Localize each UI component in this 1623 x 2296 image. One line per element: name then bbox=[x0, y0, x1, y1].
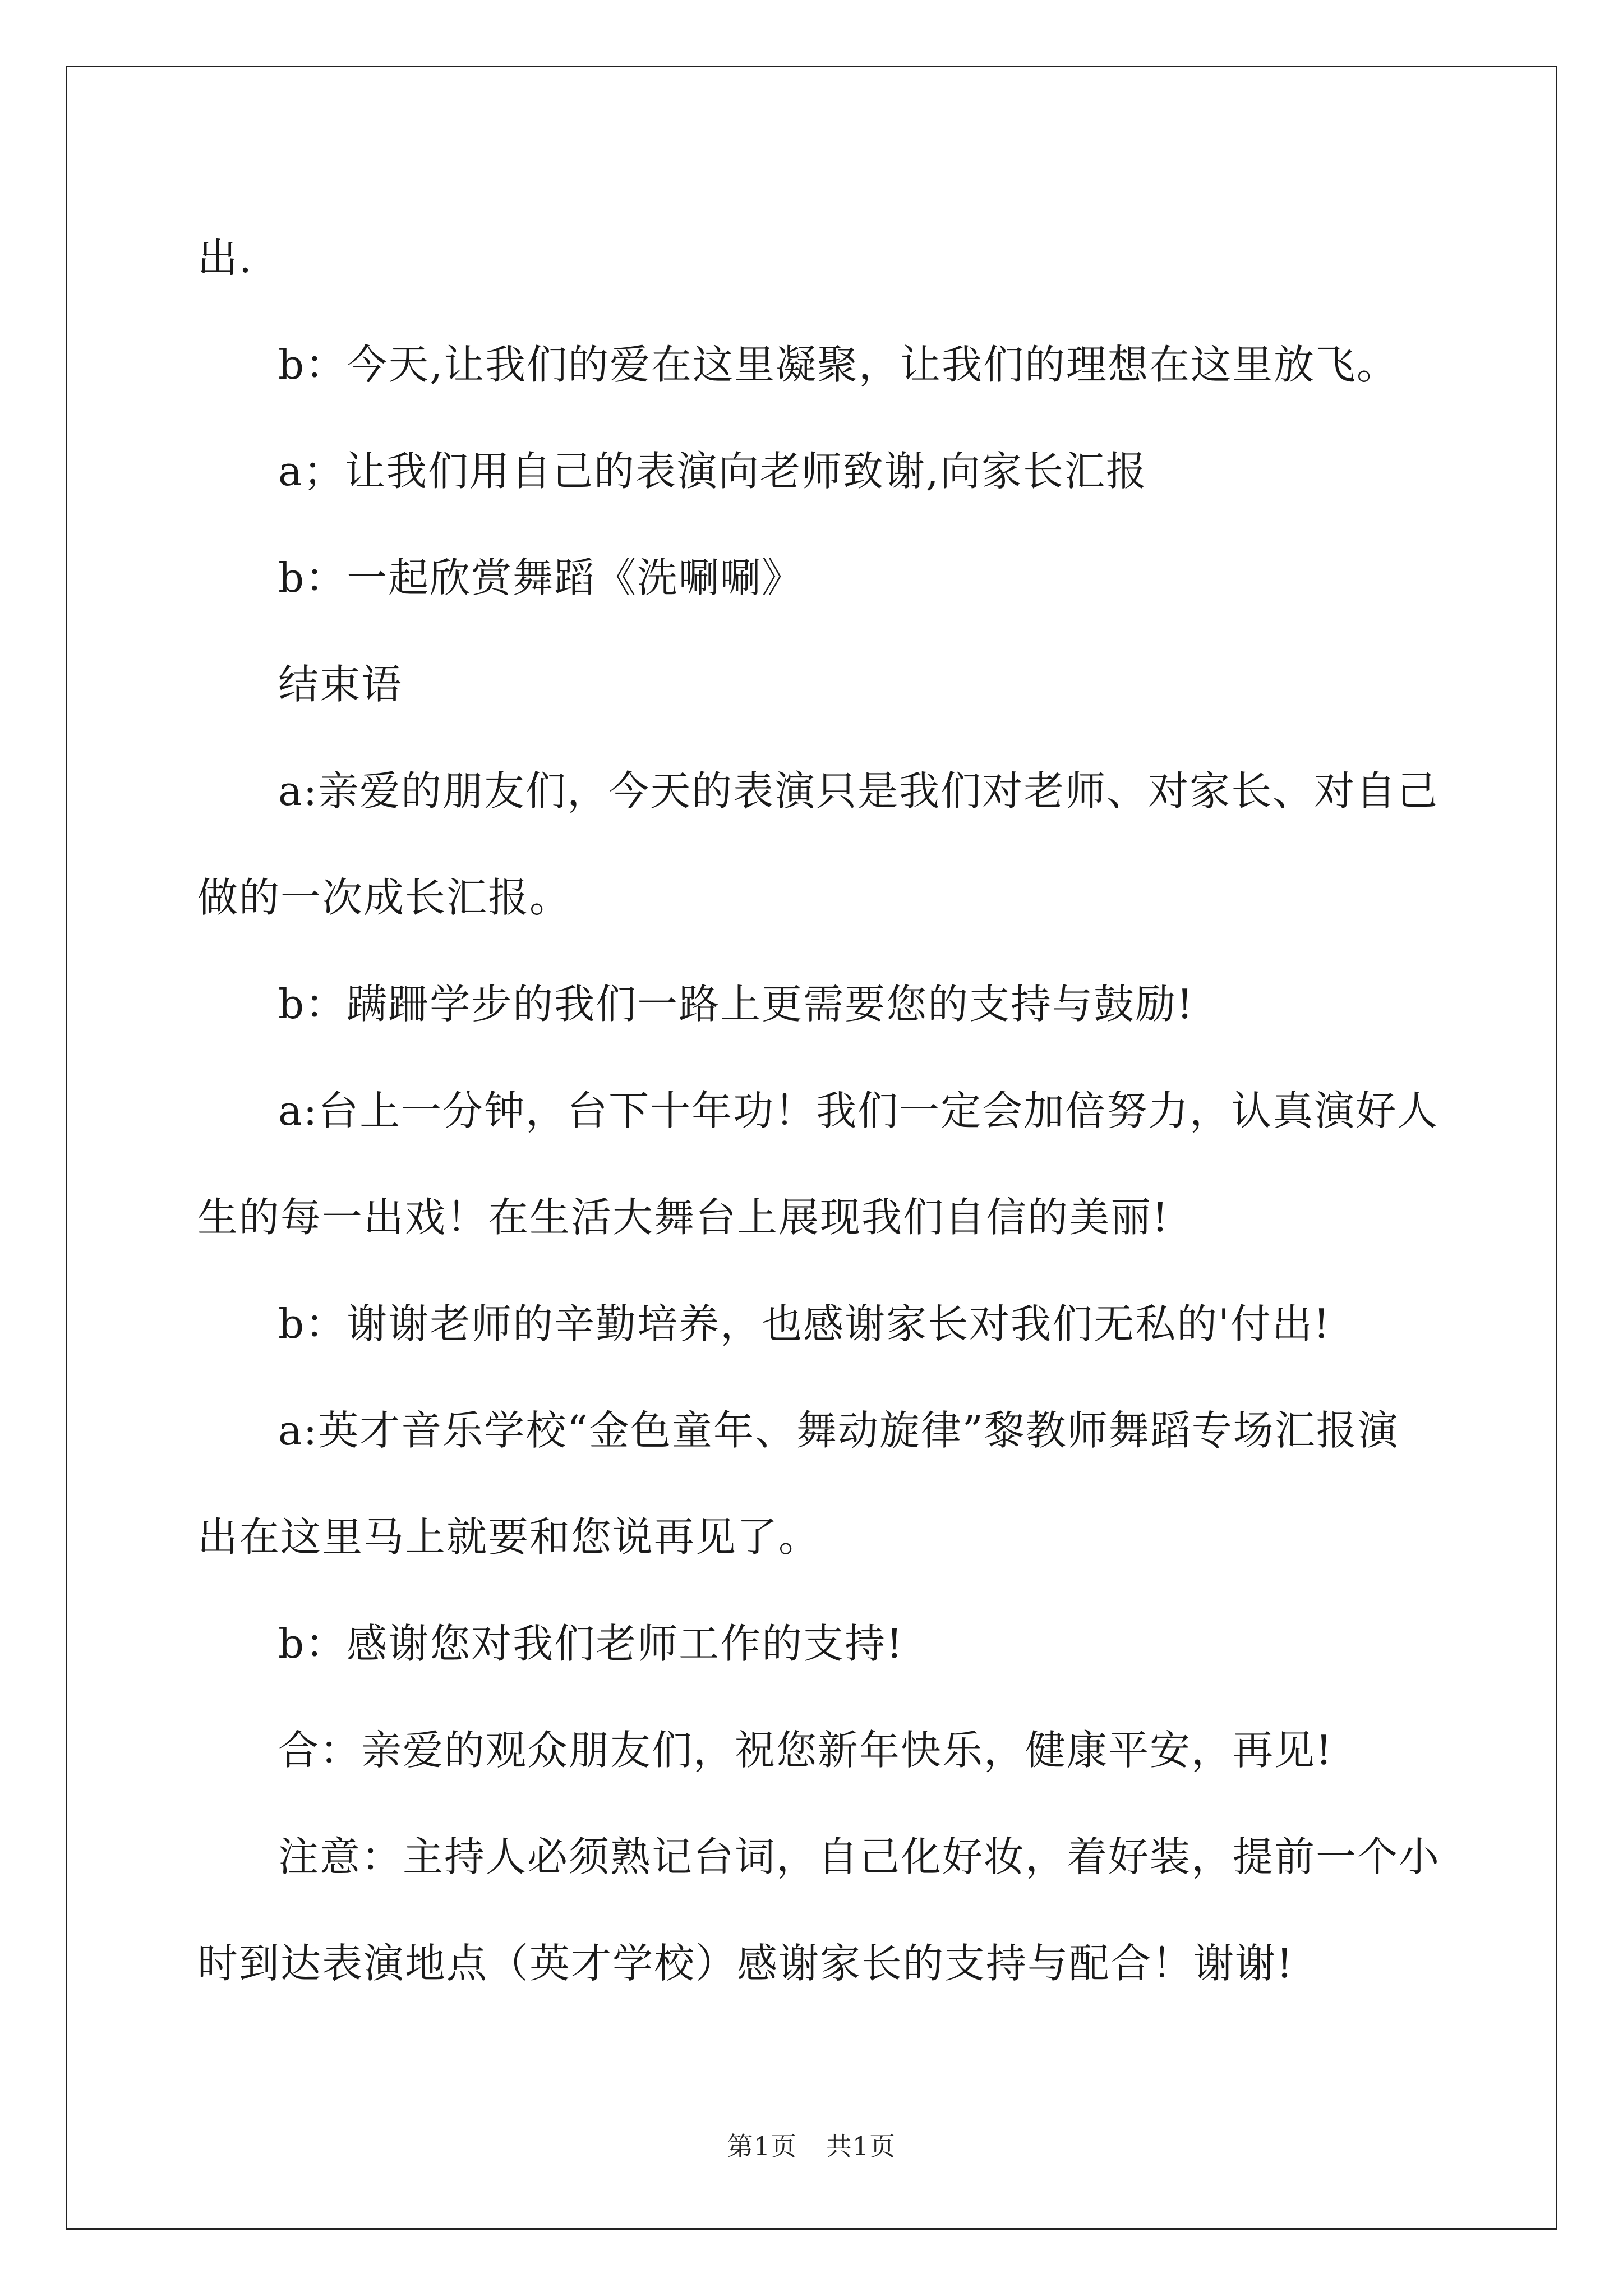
document-body bbox=[197, 205, 1441, 2017]
paragraph-line: 做的一次成长汇报。 bbox=[197, 874, 571, 921]
paragraph-line: b：一起欣赏舞蹈《洗唰唰》 bbox=[278, 554, 804, 601]
paragraph-line: a；让我们用自己的表演向老师致谢,向家长汇报 bbox=[278, 448, 1147, 495]
paragraph-line: a:台上一分钟，台下十年功！我们一定会加倍努力，认真演好人 bbox=[278, 1087, 1439, 1134]
paragraph-line: b：谢谢老师的辛勤培养，也感谢家长对我们无私的'付出! bbox=[278, 1300, 1331, 1347]
paragraph-line: 注意：主持人必须熟记台词，自己化好妆，着好装，提前一个小 bbox=[278, 1833, 1441, 1880]
paragraph-line: 出在这里马上就要和您说再见了。 bbox=[197, 1513, 820, 1561]
page-number-total: 共1页 bbox=[826, 2131, 896, 2161]
page-footer bbox=[0, 2126, 1623, 2163]
paragraph-line: 时到达表演地点（英才学校）感谢家长的支持与配合！谢谢! bbox=[197, 1940, 1294, 1987]
paragraph-line: 生的每一出戏！在生活大舞台上展现我们自信的美丽! bbox=[197, 1194, 1169, 1241]
paragraph-line: b：感谢您对我们老师工作的支持! bbox=[278, 1620, 904, 1667]
paragraph-line: 出. bbox=[197, 234, 253, 282]
paragraph-line: a:英才音乐学校“金色童年、舞动旋律”黎教师舞蹈专场汇报演 bbox=[278, 1407, 1399, 1454]
paragraph-line: b：今天,让我们的爱在这里凝聚，让我们的理想在这里放飞。 bbox=[278, 341, 1398, 388]
paragraph-line: b：蹒跚学步的我们一路上更需要您的支持与鼓励! bbox=[278, 981, 1195, 1028]
paragraph-line: 合：亲爱的观众朋友们，祝您新年快乐，健康平安，再见! bbox=[278, 1727, 1333, 1774]
section-heading: 结束语 bbox=[278, 661, 403, 708]
page-number-current: 第1页 bbox=[727, 2131, 797, 2161]
paragraph-line: a:亲爱的朋友们，今天的表演只是我们对老师、对家长、对自己 bbox=[278, 767, 1439, 815]
